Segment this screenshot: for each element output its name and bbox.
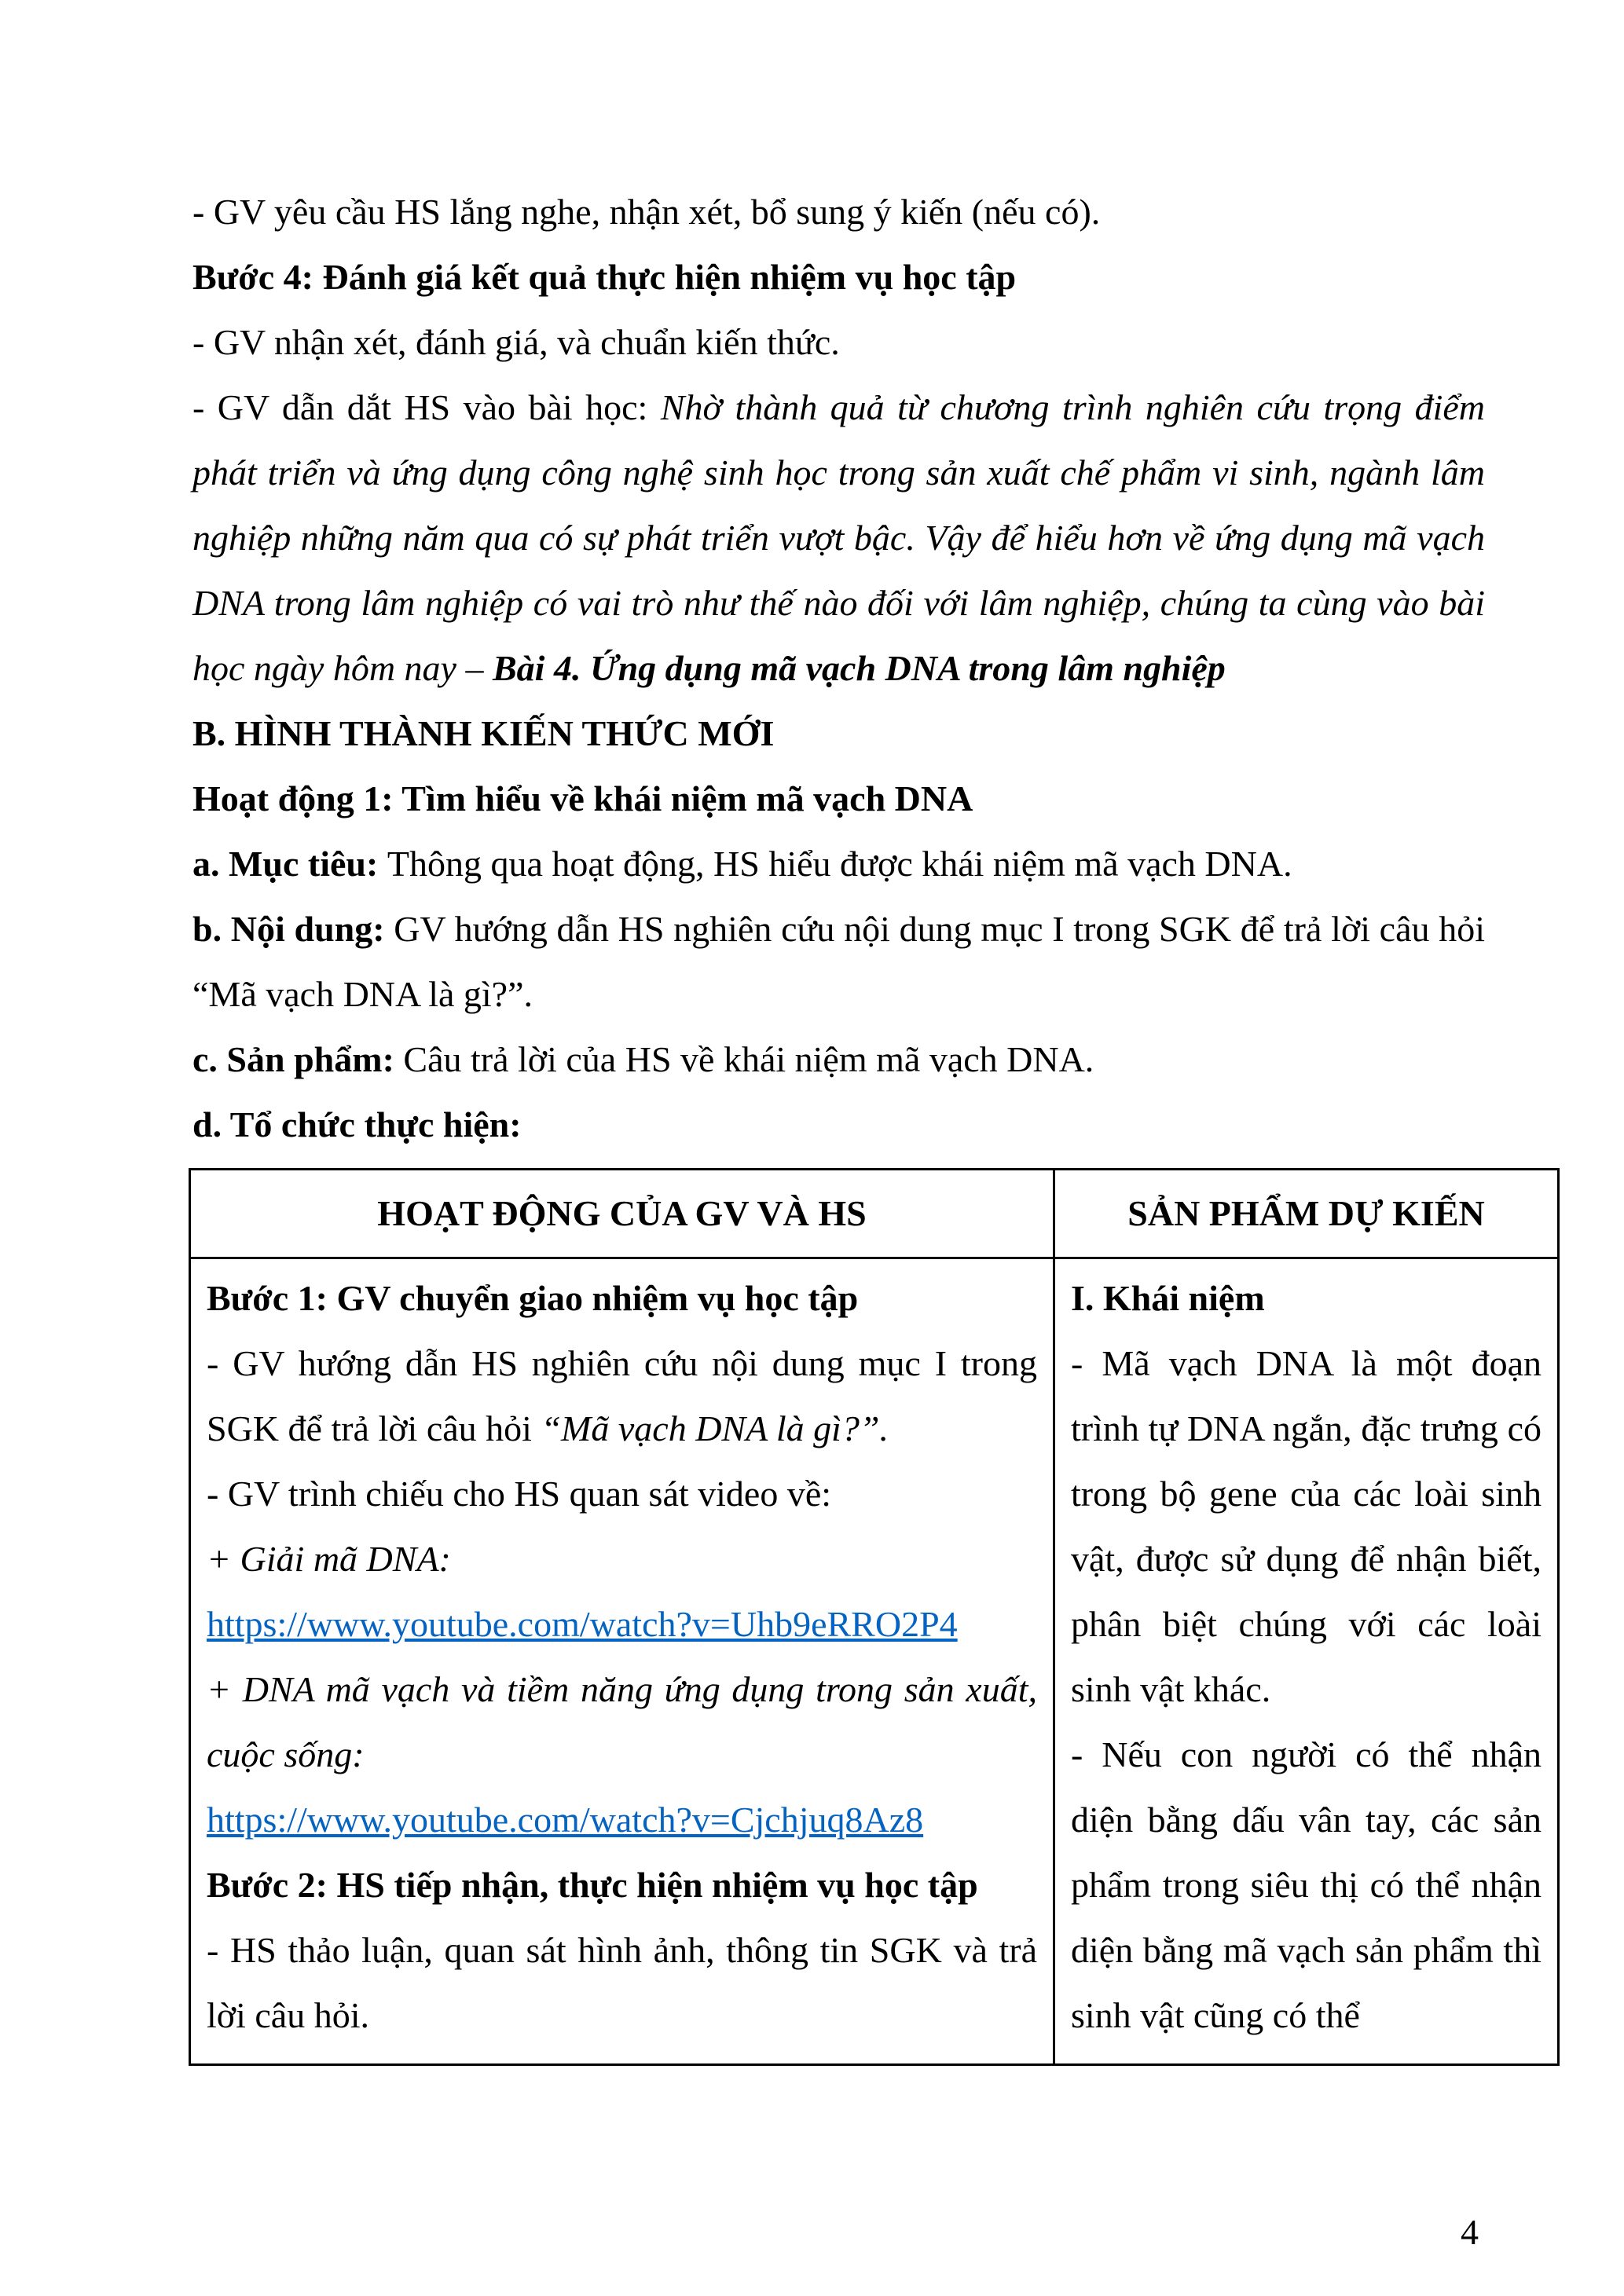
concept-para-1: - Mã vạch DNA là một đoạn trình tự DNA ngắn, đặc trưng có trong bộ gene của các loài sinh vật, được sử dụng để nhận biết, phân biệt chúng với các loài sinh vật khác. [1071,1343,1542,1709]
page-number: 4 [1461,2212,1479,2252]
step-2-text: - HS thảo luận, quan sát hình ảnh, thông tin SGK và trả lời câu hỏi. [207,1930,1037,2035]
concept-para-2: - Nếu con người có thể nhận diện bằng dấu vân tay, các sản phẩm trong siêu thị có thể nhận diện bằng mã vạch sản phẩm thì sinh vật cũng có thể [1071,1734,1542,2035]
lesson-title: Bài 4. Ứng dụng mã vạch DNA trong lâm nghiệp [492,648,1226,688]
lead-in-prefix: - GV dẫn dắt HS vào bài học: [192,387,661,427]
video-1-link[interactable]: https://www.youtube.com/watch?v=Uhb9eRRO2P4 [207,1604,958,1644]
paragraph-gv-request: - GV yêu cầu HS lắng nghe, nhận xét, bổ sung ý kiến (nếu có). [192,192,1101,232]
san-pham-label: c. Sản phẩm: [192,1039,404,1079]
cell-gv-hs-activities [190,1258,1054,2065]
step-1-heading: Bước 1: GV chuyển giao nhiệm vụ học tập [207,1278,859,1318]
step-1-instruction [207,1331,1037,1461]
video-2-label: + DNA mã vạch và tiềm năng ứng dụng trong sản xuất, cuộc sống: [207,1669,1037,1774]
step-2-heading: Bước 2: HS tiếp nhận, thực hiện nhiệm vụ học tập [207,1865,978,1905]
muc-tieu-text: Thông qua hoạt động, HS hiểu được khái niệm mã vạch DNA. [387,844,1292,884]
table-header-row [190,1170,1559,1258]
paragraph-muc-tieu [192,831,1485,896]
cell-expected-products [1054,1258,1559,2065]
video-2-line [207,1787,1037,1852]
san-pham-text: Câu trả lời của HS về khái niệm mã vạch DNA. [403,1039,1094,1079]
noi-dung-label: b. Nội dung: [192,909,394,949]
paragraph-san-pham [192,1027,1485,1092]
table-header-san-pham: SẢN PHẨM DỰ KIẾN [1054,1170,1559,1258]
concept-heading: I. Khái niệm [1071,1278,1265,1318]
video-1-line [207,1591,1037,1657]
paragraph-lead-in [192,375,1485,701]
muc-tieu-label: a. Mục tiêu: [192,844,387,884]
step-1-question: “Mã vạch DNA là gì?”. [541,1408,889,1448]
activity-table [189,1168,1560,2066]
paragraph-to-chuc: d. Tổ chức thực hiện: [192,1104,522,1144]
paragraph-noi-dung [192,896,1485,1027]
document-content [192,179,1542,2066]
heading-activity-1: Hoạt động 1: Tìm hiểu về khái niệm mã vạch DNA [192,778,973,818]
noi-dung-text: GV hướng dẫn HS nghiên cứu nội dung mục I trong SGK để trả lời câu hỏi “Mã vạch DNA là gì?”. [192,909,1485,1014]
video-2-link[interactable]: https://www.youtube.com/watch?v=Cjchjuq8Az8 [207,1800,924,1840]
heading-section-b: B. HÌNH THÀNH KIẾN THỨC MỚI [192,713,775,753]
table-header-gv-hs: HOẠT ĐỘNG CỦA GV VÀ HS [190,1170,1054,1258]
heading-step-4: Bước 4: Đánh giá kết quả thực hiện nhiệm vụ học tập [192,257,1017,297]
lead-in-narrative: Nhờ thành quả từ chương trình nghiên cứu trọng điểm phát triển và ứng dụng công nghệ sinh học trong sản xuất chế phẩm vi sinh, ngành lâm nghiệp những năm qua có sự phát triển vượt bậc. Vậy để hiểu hơn về ứng dụng mã vạch DNA trong lâm nghiệp có vai trò như thế nào đối với lâm nghiệp, chúng ta cùng vào bài học ngày hôm nay – [192,387,1486,688]
table-body-row [190,1258,1559,2065]
video-intro: - GV trình chiếu cho HS quan sát video về: [207,1474,832,1514]
step-1-instruction-text: - GV hướng dẫn HS nghiên cứu nội dung mục I trong SGK để trả lời câu hỏi [207,1343,1037,1448]
paragraph-gv-assess: - GV nhận xét, đánh giá, và chuẩn kiến thức. [192,322,840,362]
video-1-label: + Giải mã DNA: [207,1539,451,1579]
